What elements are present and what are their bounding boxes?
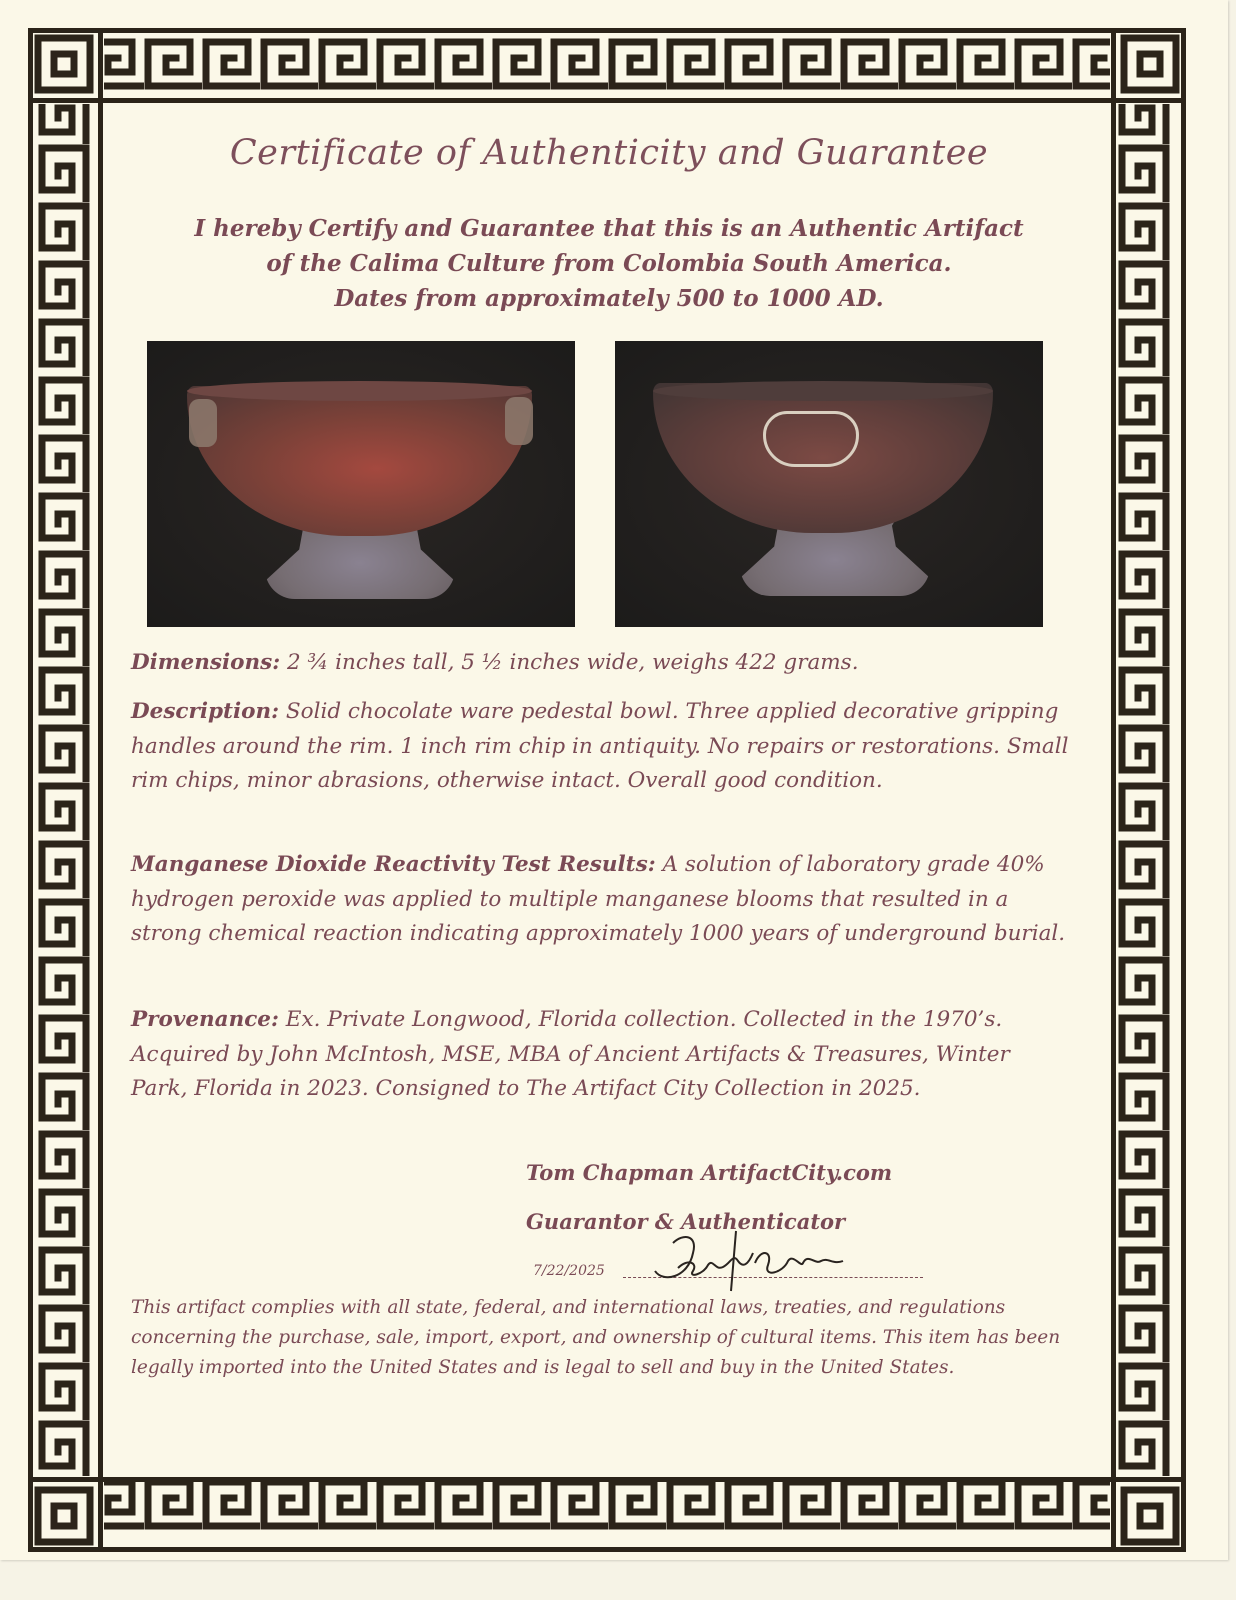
certify-line: I hereby Certify and Guarantee that this is an Authentic Artifact xyxy=(194,215,1024,242)
handwritten-signature xyxy=(643,1223,873,1293)
provenance-section xyxy=(131,1003,1071,1107)
certification-statement xyxy=(103,211,1115,316)
certificate-title: Certificate of Authenticity and Guarantee xyxy=(229,133,989,173)
bowl-rim xyxy=(187,381,532,401)
description-text: Solid chocolate ware pedestal bowl. Three applied decorative gripping handles around the rim. 1 inch rim chip in antiquity. No repairs or restorations. Small rim chips, minor abrasions, otherwise intact. Overall good condition. xyxy=(131,699,1069,793)
artifact-photo-front xyxy=(615,341,1043,627)
signature-date: 7/22/2025 xyxy=(533,1263,605,1279)
manganese-test-section xyxy=(131,848,1071,952)
manganese-test-text: A solution of laboratory grade 40% hydrogen peroxide was applied to multiple manganese blooms that resulted in a strong chemical reaction indicating approximately 1000 years of underground burial. xyxy=(131,852,1066,946)
signer-role: Guarantor & Authenticator xyxy=(526,1209,846,1234)
description-label: Description: xyxy=(131,699,280,724)
provenance-text: Ex. Private Longwood, Florida collection. Collected in the 1970’s. Acquired by John McIntosh, MSE, MBA of Ancient Artifacts & Treasures, Winter Park, Florida in 2023. Consigned to The Artifact City Collection in 2025. xyxy=(131,1007,1010,1101)
bowl-face-handle xyxy=(763,411,859,467)
bowl-body xyxy=(187,386,532,536)
certificate-content xyxy=(103,103,1115,1447)
bowl-handle xyxy=(505,397,533,445)
dimensions-text: 2 ¾ inches tall, 5 ½ inches wide, weighs 422 grams. xyxy=(280,650,859,675)
bowl-rim xyxy=(653,381,993,401)
provenance-label: Provenance: xyxy=(131,1007,279,1032)
signer-name: Tom Chapman ArtifactCity.com xyxy=(526,1160,893,1185)
bowl-handle xyxy=(189,399,217,447)
dimensions-section xyxy=(131,646,1071,681)
dimensions-label: Dimensions: xyxy=(131,650,281,675)
certify-line: of the Calima Culture from Colombia South America. xyxy=(266,250,952,277)
artifact-photo-side xyxy=(147,341,575,627)
legal-compliance-statement: This artifact complies with all state, federal, and international laws, treaties, and regulations concerning the purchase, sale, import, export, and ownership of cultural items. This item has been legally imported into the United States and is legal to sell and buy in the United States. xyxy=(131,1297,1061,1378)
manganese-test-label: Manganese Dioxide Reactivity Test Results: xyxy=(131,852,656,877)
certify-line: Dates from approximately 500 to 1000 AD. xyxy=(334,285,884,312)
description-section xyxy=(131,695,1071,799)
